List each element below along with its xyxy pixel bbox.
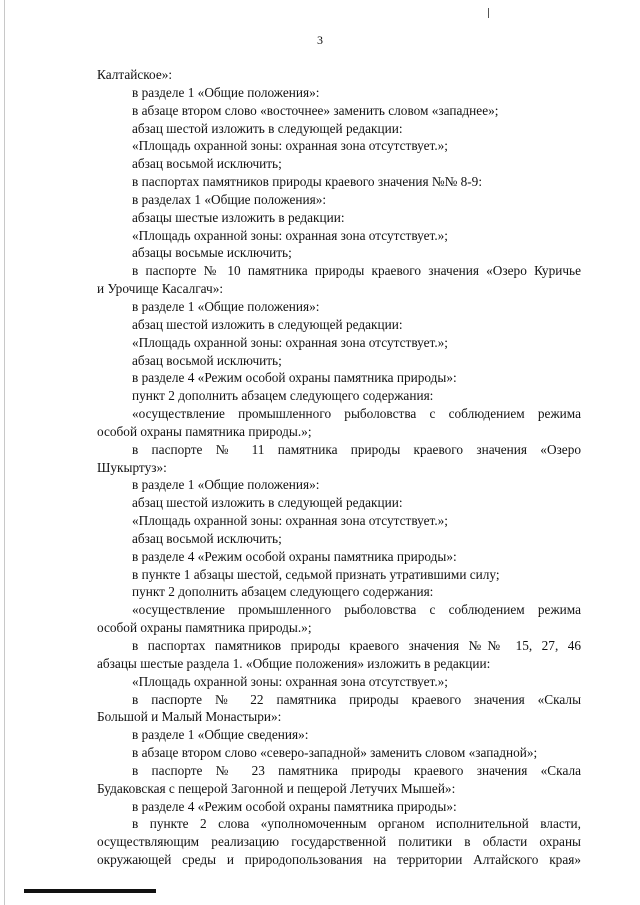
text-line: пункт 2 дополнить абзацем следующего содержания: — [132, 584, 434, 600]
text-line: Будаковская с пещерой Загонной и пещерой Летучих Мышей»: — [97, 780, 456, 796]
footer-rule — [24, 889, 156, 893]
text-line: «Площадь охранной зоны: охранная зона отсутствует.»; — [132, 227, 448, 243]
text-line: пункт 2 дополнить абзацем следующего содержания: — [132, 388, 434, 404]
text-line: и Урочище Касалгач»: — [97, 281, 224, 297]
text-line: окружающей среды и природопользования на территории Алтайского края» — [97, 852, 581, 868]
text-line: «Площадь охранной зоны: охранная зона отсутствует.»; — [132, 513, 448, 529]
text-line: в паспорте № 23 памятника природы краевого значения «Скала — [132, 762, 581, 778]
text-line: в разделе 1 «Общие сведения»: — [132, 727, 309, 743]
text-line: абзацы шестые изложить в редакции: — [132, 209, 345, 225]
text-line: абзац шестой изложить в следующей редакции: — [132, 495, 403, 511]
text-line: Калтайское»: — [97, 67, 173, 82]
text-line: в разделе 4 «Режим особой охраны памятника природы»: — [132, 548, 457, 564]
text-line: в паспортах памятников природы краевого значения №№ 15, 27, 46 — [132, 638, 581, 653]
scan-mark — [488, 8, 489, 18]
text-line: в пункте 2 слова «уполномоченным органом исполнительной власти, — [132, 816, 581, 832]
text-line: в разделах 1 «Общие положения»: — [132, 191, 327, 207]
text-line: в паспорте № 10 памятника природы краевого значения «Озеро Куричье — [132, 263, 581, 279]
text-line: в паспорте № 22 памятника природы краевого значения «Скалы — [132, 691, 581, 707]
text-line: в разделе 4 «Режим особой охраны памятника природы»: — [132, 370, 457, 386]
text-line: абзацы шестые раздела 1. «Общие положения» изложить в редакции: — [97, 655, 491, 671]
text-line: абзац восьмой исключить; — [132, 156, 282, 172]
text-line: «Площадь охранной зоны: охранная зона отсутствует.»; — [132, 138, 448, 154]
text-line: в разделе 1 «Общие положения»: — [132, 298, 320, 314]
text-line: в абзаце втором слово «восточнее» заменить словом «западнее»; — [132, 102, 499, 118]
text-line: абзацы восьмые исключить; — [132, 245, 292, 261]
text-line: «Площадь охранной зоны: охранная зона отсутствует.»; — [132, 673, 448, 689]
text-line: в пункте 1 абзацы шестой, седьмой признать утратившими силу; — [132, 566, 500, 582]
text-line: осуществляющим реализацию государственной политики в области охраны — [97, 834, 581, 850]
text-line: «осуществление промышленного рыболовства с соблюдением режима — [132, 406, 581, 422]
text-line: «Площадь охранной зоны: охранная зона отсутствует.»; — [132, 334, 448, 350]
page-number: 3 — [317, 33, 323, 47]
text-line: в разделе 1 «Общие положения»: — [132, 84, 320, 100]
text-line: в паспорте № 11 памятника природы краевого значения «Озеро — [132, 441, 581, 457]
text-line: в паспортах памятников природы краевого значения №№ 8-9: — [132, 174, 483, 190]
text-line: абзац шестой изложить в следующей редакции: — [132, 120, 403, 136]
text-line: в разделе 1 «Общие положения»: — [132, 477, 320, 493]
text-line: особой охраны памятника природы.»; — [97, 423, 312, 439]
text-line: в разделе 4 «Режим особой охраны памятника природы»: — [132, 798, 457, 814]
text-line: Шукыртуз»: — [97, 459, 167, 475]
text-line: абзац шестой изложить в следующей редакции: — [132, 316, 403, 332]
document-body — [97, 66, 581, 869]
text-line: «осуществление промышленного рыболовства с соблюдением режима — [132, 602, 581, 618]
text-line: абзац восьмой исключить; — [132, 530, 282, 546]
text-line: Большой и Малый Монастыри»: — [97, 709, 282, 725]
text-line: особой охраны памятника природы.»; — [97, 620, 312, 636]
text-line: в абзаце втором слово «северо-западной» заменить словом «западной»; — [132, 745, 538, 761]
text-line: абзац восьмой исключить; — [132, 352, 282, 368]
scan-edge-line — [4, 0, 5, 905]
